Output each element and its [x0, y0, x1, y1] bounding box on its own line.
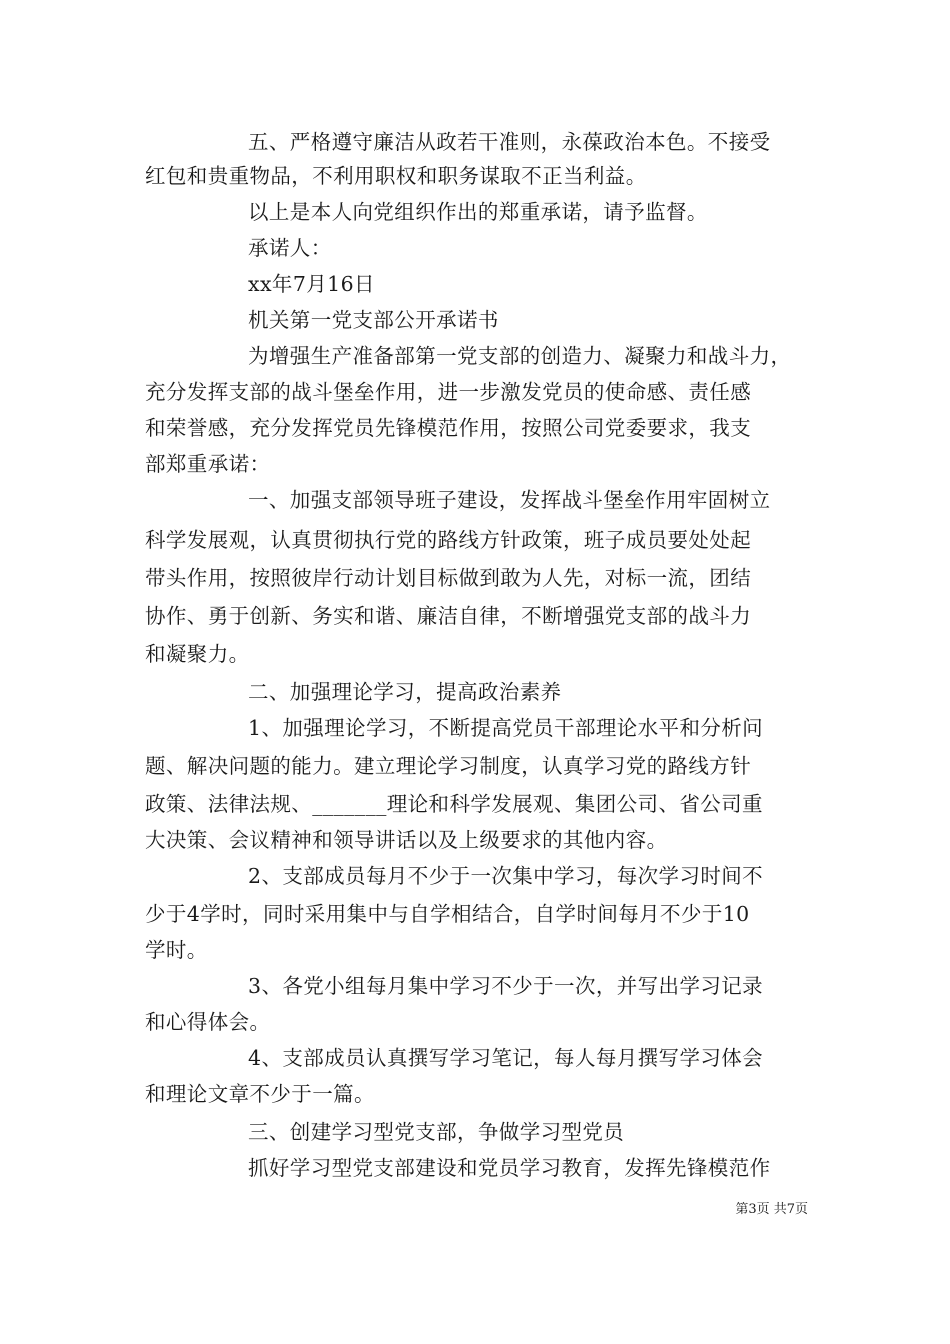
- text-line: 学时。: [145, 938, 208, 962]
- text-line: 政策、法律法规、_______理论和科学发展观、集团公司、省公司重: [145, 792, 763, 816]
- text-line: 科学发展观，认真贯彻执行党的路线方针政策，班子成员要处处起: [145, 528, 752, 552]
- text-line: 抓好学习型党支部建设和党员学习教育，发挥先锋模范作: [248, 1156, 771, 1180]
- text-line: 以上是本人向党组织作出的郑重承诺，请予监督。: [248, 200, 708, 224]
- text-line: 和心得体会。: [145, 1010, 271, 1034]
- text-line: 题、解决问题的能力。建立理论学习制度，认真学习党的路线方针: [145, 754, 752, 778]
- text-line: 协作、勇于创新、务实和谐、廉洁自律，不断增强党支部的战斗力: [145, 604, 752, 628]
- section-heading: 三、创建学习型党支部，争做学习型党员: [248, 1120, 625, 1144]
- text-line: 五、严格遵守廉洁从政若干准则，永葆政治本色。不接受: [248, 130, 771, 154]
- text-line: 2、支部成员每月不少于一次集中学习，每次学习时间不: [248, 864, 764, 888]
- page-number: 第3页 共7页: [735, 1202, 808, 1217]
- text-line: 大决策、会议精神和领导讲话以及上级要求的其他内容。: [145, 828, 668, 852]
- section-title: 机关第一党支部公开承诺书: [248, 308, 499, 332]
- text-line: 和凝聚力。: [145, 642, 250, 666]
- text-line: 为增强生产准备部第一党支部的创造力、凝聚力和战斗力，: [248, 344, 792, 368]
- text-line: 红包和贵重物品，不利用职权和职务谋取不正当利益。: [145, 164, 647, 188]
- text-line: 和荣誉感，充分发挥党员先锋模范作用，按照公司党委要求，我支: [145, 416, 752, 440]
- text-line: 带头作用，按照彼岸行动计划目标做到敢为人先，对标一流，团结: [145, 566, 752, 590]
- text-line: 4、支部成员认真撰写学习笔记，每人每月撰写学习体会: [248, 1046, 764, 1070]
- text-line: 3、各党小组每月集中学习不少于一次，并写出学习记录: [248, 974, 764, 998]
- signatory-label: 承诺人：: [248, 236, 332, 260]
- text-line: 充分发挥支部的战斗堡垒作用，进一步激发党员的使命感、责任感: [145, 380, 752, 404]
- text-line: 一、加强支部领导班子建设，发挥战斗堡垒作用牢固树立: [248, 488, 771, 512]
- date-line: xx年7月16日: [248, 272, 375, 296]
- text-line: 1、加强理论学习，不断提高党员干部理论水平和分析问: [248, 716, 764, 740]
- text-line: 和理论文章不少于一篇。: [145, 1082, 375, 1106]
- section-heading: 二、加强理论学习，提高政治素养: [248, 680, 562, 704]
- text-line: 少于4学时，同时采用集中与自学相结合，自学时间每月不少于10: [145, 902, 750, 926]
- text-line: 部郑重承诺：: [145, 452, 271, 476]
